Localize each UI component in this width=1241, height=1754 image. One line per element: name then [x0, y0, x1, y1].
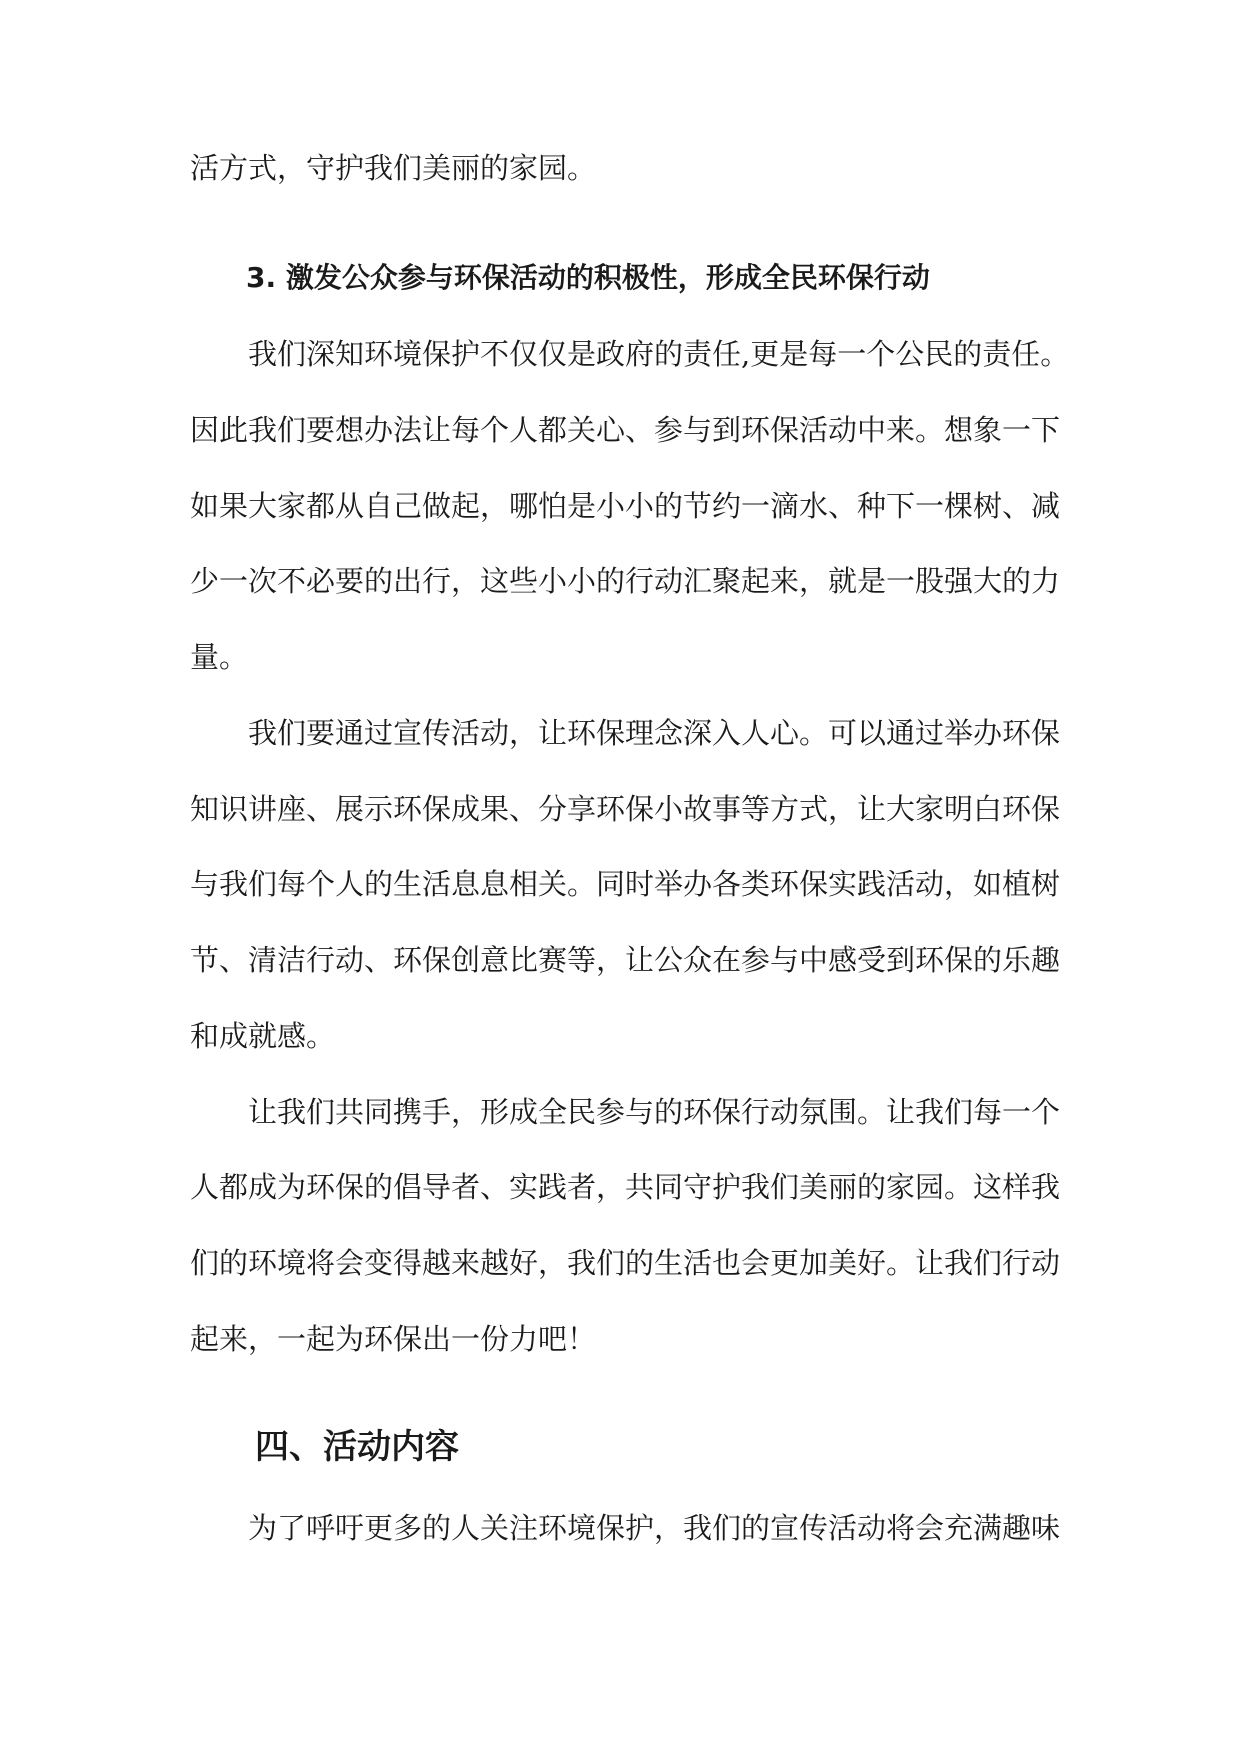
- paragraph-line: 我们深知环境保护不仅仅是政府的责任,更是每一个公民的责任。: [248, 337, 1070, 371]
- paragraph-line: 与我们每个人的生活息息相关。同时举办各类环保实践活动，如植树: [190, 867, 1061, 901]
- paragraph-line: 节、清洁行动、环保创意比赛等，让公众在参与中感受到环保的乐趣: [190, 943, 1061, 977]
- paragraph-line: 为了呼吁更多的人关注环境保护，我们的宣传活动将会充满趣味: [248, 1511, 1061, 1545]
- paragraph-line: 如果大家都从自己做起，哪怕是小小的节约一滴水、种下一棵树、减: [190, 489, 1061, 523]
- section-heading: 四、活动内容: [255, 1427, 459, 1467]
- paragraph-line: 因此我们要想办法让每个人都关心、参与到环保活动中来。想象一下: [190, 413, 1061, 447]
- paragraph-line: 和成就感。: [190, 1019, 336, 1053]
- paragraph-line: 我们要通过宣传活动，让环保理念深入人心。可以通过举办环保: [248, 716, 1061, 750]
- subsection-heading: 3. 激发公众参与环保活动的积极性，形成全民环保行动: [246, 261, 930, 294]
- paragraph-line: 让我们共同携手，形成全民参与的环保行动氛围。让我们每一个: [248, 1095, 1061, 1129]
- paragraph-line: 们的环境将会变得越来越好，我们的生活也会更加美好。让我们行动: [190, 1246, 1061, 1280]
- paragraph-line: 起来，一起为环保出一份力吧！: [190, 1322, 597, 1356]
- paragraph-line: 知识讲座、展示环保成果、分享环保小故事等方式，让大家明白环保: [190, 792, 1061, 826]
- paragraph-line: 少一次不必要的出行，这些小小的行动汇聚起来，就是一股强大的力: [190, 564, 1061, 598]
- paragraph-line: 活方式，守护我们美丽的家园。: [190, 151, 597, 185]
- paragraph-line: 量。: [190, 640, 249, 674]
- paragraph-line: 人都成为环保的倡导者、实践者，共同守护我们美丽的家园。这样我: [190, 1170, 1061, 1204]
